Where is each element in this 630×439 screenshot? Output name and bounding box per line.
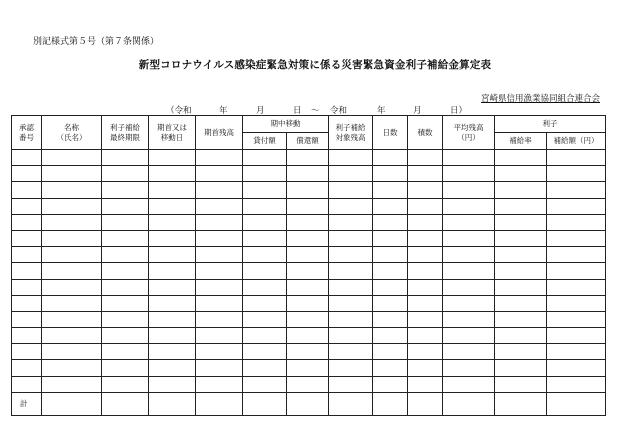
total-cell[interactable]	[102, 392, 149, 415]
table-cell[interactable]	[408, 328, 443, 344]
table-cell[interactable]	[287, 360, 329, 376]
table-cell[interactable]	[149, 166, 196, 182]
table-cell[interactable]	[102, 263, 149, 279]
period-close: 日）	[450, 106, 468, 116]
table-cell[interactable]	[42, 311, 102, 327]
table-cell[interactable]	[102, 279, 149, 295]
table-cell[interactable]	[443, 198, 495, 214]
table-cell[interactable]	[408, 279, 443, 295]
header-days: 日数	[373, 116, 408, 150]
table-cell[interactable]	[287, 247, 329, 263]
header-subsidy-deadline: 利子補給 最終期限	[102, 116, 149, 150]
table-cell[interactable]	[547, 230, 606, 246]
table-cell[interactable]	[149, 279, 196, 295]
header-interest-rate: 補給率	[495, 133, 547, 150]
table-cell[interactable]	[408, 182, 443, 198]
table-cell[interactable]	[329, 344, 373, 360]
table-cell[interactable]	[373, 263, 408, 279]
total-cell[interactable]	[408, 392, 443, 415]
table-cell[interactable]	[149, 328, 196, 344]
table-row	[12, 360, 606, 376]
table-cell[interactable]	[547, 376, 606, 392]
table-cell[interactable]	[287, 230, 329, 246]
table-cell[interactable]	[243, 344, 287, 360]
document-title: 新型コロナウイルス感染症緊急対策に係る災害緊急資金利子補給金算定表	[138, 59, 492, 71]
table-cell[interactable]	[443, 214, 495, 230]
table-cell[interactable]	[196, 198, 243, 214]
table-cell[interactable]	[12, 214, 42, 230]
organization-name: 宮崎県信用漁業協同組合連合会	[480, 94, 600, 104]
table-cell[interactable]	[547, 328, 606, 344]
table-cell[interactable]	[42, 247, 102, 263]
table-cell[interactable]	[547, 295, 606, 311]
period-year-1: 年	[219, 106, 228, 116]
table-cell[interactable]	[408, 344, 443, 360]
table-cell[interactable]	[42, 344, 102, 360]
table-row	[12, 295, 606, 311]
table-cell[interactable]	[243, 182, 287, 198]
table-cell[interactable]	[408, 230, 443, 246]
table-cell[interactable]	[329, 166, 373, 182]
table-cell[interactable]	[373, 376, 408, 392]
table-cell[interactable]	[443, 263, 495, 279]
table-cell[interactable]	[373, 150, 408, 166]
table-cell[interactable]	[373, 279, 408, 295]
table-cell[interactable]	[149, 263, 196, 279]
table-cell[interactable]	[329, 263, 373, 279]
table-cell[interactable]	[149, 150, 196, 166]
table-cell[interactable]	[102, 311, 149, 327]
table-cell[interactable]	[102, 295, 149, 311]
table-cell[interactable]	[547, 279, 606, 295]
table-cell[interactable]	[408, 166, 443, 182]
table-cell[interactable]	[42, 263, 102, 279]
table-cell[interactable]	[42, 376, 102, 392]
table-cell[interactable]	[243, 166, 287, 182]
table-cell[interactable]	[12, 328, 42, 344]
calculation-table	[11, 115, 605, 414]
table-cell[interactable]	[329, 247, 373, 263]
table-row	[12, 150, 606, 166]
table-cell[interactable]	[102, 198, 149, 214]
table-cell[interactable]	[243, 328, 287, 344]
table-cell[interactable]	[243, 198, 287, 214]
table-cell[interactable]	[102, 150, 149, 166]
table-cell[interactable]	[149, 344, 196, 360]
table-cell[interactable]	[196, 360, 243, 376]
table-cell[interactable]	[149, 182, 196, 198]
table-cell[interactable]	[243, 247, 287, 263]
period-open: （令和	[166, 106, 192, 116]
table-cell[interactable]	[287, 214, 329, 230]
header-repay-amount: 償還額	[287, 133, 329, 150]
table-cell[interactable]	[287, 344, 329, 360]
table-cell[interactable]	[547, 360, 606, 376]
table-cell[interactable]	[287, 182, 329, 198]
table-cell[interactable]	[287, 166, 329, 182]
table-cell[interactable]	[408, 311, 443, 327]
table-cell[interactable]	[408, 263, 443, 279]
table-cell[interactable]	[42, 328, 102, 344]
table-cell[interactable]	[443, 376, 495, 392]
table-cell[interactable]	[373, 360, 408, 376]
total-cell[interactable]	[287, 392, 329, 415]
table-cell[interactable]	[42, 360, 102, 376]
table-cell[interactable]	[329, 182, 373, 198]
table-cell[interactable]	[102, 360, 149, 376]
table-cell[interactable]	[12, 230, 42, 246]
header-product: 積数	[408, 116, 443, 150]
table-cell[interactable]	[373, 295, 408, 311]
period-year-2: 年	[377, 106, 386, 116]
table-row	[12, 214, 606, 230]
header-movement: 期中移動	[243, 116, 329, 133]
total-cell[interactable]	[329, 392, 373, 415]
table-row	[12, 328, 606, 344]
table-cell[interactable]	[443, 328, 495, 344]
table-cell[interactable]	[196, 263, 243, 279]
table-cell[interactable]	[373, 311, 408, 327]
header-average-balance: 平均残高 （円）	[443, 116, 495, 150]
table-cell[interactable]	[102, 344, 149, 360]
period-era-2: 令和	[330, 106, 348, 116]
table-cell[interactable]	[287, 198, 329, 214]
table-cell[interactable]	[547, 198, 606, 214]
table-cell[interactable]	[42, 166, 102, 182]
table-cell[interactable]	[42, 295, 102, 311]
table-cell[interactable]	[42, 230, 102, 246]
table-cell[interactable]	[373, 166, 408, 182]
total-cell[interactable]	[443, 392, 495, 415]
table-cell[interactable]	[149, 214, 196, 230]
table-cell[interactable]	[329, 328, 373, 344]
table-row	[12, 376, 606, 392]
header-interest: 利子	[495, 116, 606, 133]
table-cell[interactable]	[102, 182, 149, 198]
table-cell[interactable]	[495, 311, 547, 327]
table-cell[interactable]	[443, 311, 495, 327]
header-target-balance: 利子補給 対象残高	[329, 116, 373, 150]
period-tilde: ～	[311, 106, 320, 116]
table-cell[interactable]	[12, 182, 42, 198]
period-month-1: 月	[256, 106, 265, 116]
table-cell[interactable]	[547, 247, 606, 263]
header-approval-number: 承認 番号	[12, 116, 42, 150]
table-cell[interactable]	[196, 182, 243, 198]
table-cell[interactable]	[408, 295, 443, 311]
table-cell[interactable]	[495, 198, 547, 214]
table-cell[interactable]	[443, 295, 495, 311]
table-cell[interactable]	[243, 360, 287, 376]
table-cell[interactable]	[495, 230, 547, 246]
table-cell[interactable]	[287, 376, 329, 392]
table-cell[interactable]	[102, 328, 149, 344]
header-opening-balance: 期首残高	[196, 116, 243, 150]
table-cell[interactable]	[408, 214, 443, 230]
table-cell[interactable]	[42, 198, 102, 214]
table-row	[12, 344, 606, 360]
table-row	[12, 263, 606, 279]
table-cell[interactable]	[42, 214, 102, 230]
table-cell[interactable]	[495, 247, 547, 263]
table-cell[interactable]	[547, 344, 606, 360]
table-row	[12, 279, 606, 295]
table-cell[interactable]	[102, 166, 149, 182]
table-cell[interactable]	[243, 311, 287, 327]
table-cell[interactable]	[495, 150, 547, 166]
table-cell[interactable]	[329, 150, 373, 166]
header-lend-amount: 貸付額	[243, 133, 287, 150]
total-cell[interactable]	[243, 392, 287, 415]
table-cell[interactable]	[287, 328, 329, 344]
table-cell[interactable]	[196, 328, 243, 344]
table-cell[interactable]	[149, 311, 196, 327]
table-cell[interactable]	[547, 214, 606, 230]
table-cell[interactable]	[196, 166, 243, 182]
table-cell[interactable]	[243, 230, 287, 246]
table-cell[interactable]	[287, 263, 329, 279]
table-cell[interactable]	[12, 263, 42, 279]
table-cell[interactable]	[243, 214, 287, 230]
table-cell[interactable]	[102, 247, 149, 263]
form-number: 別記様式第５号（第７条関係）	[33, 37, 160, 47]
table-row	[12, 198, 606, 214]
table-cell[interactable]	[408, 247, 443, 263]
table-cell[interactable]	[329, 214, 373, 230]
table-cell[interactable]	[495, 279, 547, 295]
header-interest-amount: 補給額（円）	[547, 133, 606, 150]
table-cell[interactable]	[287, 150, 329, 166]
table-cell[interactable]	[443, 279, 495, 295]
table-cell[interactable]	[408, 376, 443, 392]
total-cell[interactable]	[373, 392, 408, 415]
total-cell[interactable]	[495, 392, 547, 415]
table-cell[interactable]	[102, 376, 149, 392]
table-row	[12, 311, 606, 327]
total-cell[interactable]	[196, 392, 243, 415]
table-cell[interactable]	[12, 166, 42, 182]
table-cell[interactable]	[329, 295, 373, 311]
total-cell[interactable]	[547, 392, 606, 415]
table-cell[interactable]	[495, 166, 547, 182]
table-cell[interactable]	[149, 360, 196, 376]
table-cell[interactable]	[329, 198, 373, 214]
total-cell[interactable]	[149, 392, 196, 415]
header-name: 名称 （氏名）	[42, 116, 102, 150]
table-cell[interactable]	[196, 230, 243, 246]
header-start-date: 期首又は 移動日	[149, 116, 196, 150]
table-cell[interactable]	[443, 247, 495, 263]
table-cell[interactable]	[149, 198, 196, 214]
table-cell[interactable]	[373, 247, 408, 263]
table-row	[12, 230, 606, 246]
table-cell[interactable]	[547, 166, 606, 182]
table-cell[interactable]	[373, 214, 408, 230]
table-cell[interactable]	[329, 279, 373, 295]
total-cell[interactable]	[42, 392, 102, 415]
table-cell[interactable]	[547, 182, 606, 198]
table-cell[interactable]	[196, 150, 243, 166]
table-cell[interactable]	[12, 279, 42, 295]
table-row	[12, 166, 606, 182]
table-cell[interactable]	[373, 198, 408, 214]
table-cell[interactable]	[149, 376, 196, 392]
table-cell[interactable]	[12, 376, 42, 392]
table-cell[interactable]	[329, 311, 373, 327]
table-cell[interactable]	[196, 376, 243, 392]
table-cell[interactable]	[243, 295, 287, 311]
table-cell[interactable]	[547, 311, 606, 327]
table-cell[interactable]	[408, 198, 443, 214]
table-cell[interactable]	[102, 214, 149, 230]
table-cell[interactable]	[149, 295, 196, 311]
table-cell[interactable]	[196, 344, 243, 360]
table-cell[interactable]	[495, 263, 547, 279]
table-cell[interactable]	[243, 263, 287, 279]
table-cell[interactable]	[12, 295, 42, 311]
table-cell[interactable]	[373, 182, 408, 198]
table-cell[interactable]	[329, 376, 373, 392]
table-cell[interactable]	[243, 279, 287, 295]
table-cell[interactable]	[443, 344, 495, 360]
table-cell[interactable]	[287, 295, 329, 311]
table-cell[interactable]	[12, 150, 42, 166]
table-cell[interactable]	[196, 279, 243, 295]
table-cell[interactable]	[42, 182, 102, 198]
table-cell[interactable]	[443, 166, 495, 182]
table-cell[interactable]	[373, 344, 408, 360]
table-cell[interactable]	[102, 230, 149, 246]
table-cell[interactable]	[443, 230, 495, 246]
table-cell[interactable]	[495, 182, 547, 198]
table-cell[interactable]	[547, 150, 606, 166]
table-cell[interactable]	[443, 150, 495, 166]
table-cell[interactable]	[243, 150, 287, 166]
table-cell[interactable]	[443, 360, 495, 376]
table-cell[interactable]	[329, 230, 373, 246]
table-cell[interactable]	[547, 263, 606, 279]
table-cell[interactable]	[196, 247, 243, 263]
table-cell[interactable]	[12, 247, 42, 263]
table-cell[interactable]	[243, 376, 287, 392]
table-cell[interactable]	[196, 295, 243, 311]
table-cell[interactable]	[495, 376, 547, 392]
table-cell[interactable]	[443, 182, 495, 198]
table-cell[interactable]	[149, 247, 196, 263]
total-label: 計	[12, 392, 42, 415]
table-cell[interactable]	[42, 279, 102, 295]
period-month-2: 月	[413, 106, 422, 116]
table-cell[interactable]	[196, 311, 243, 327]
period-day-1: 日	[293, 106, 302, 116]
table-cell[interactable]	[373, 230, 408, 246]
table-cell[interactable]	[12, 360, 42, 376]
table-row	[12, 182, 606, 198]
table-cell[interactable]	[12, 311, 42, 327]
table-cell[interactable]	[495, 360, 547, 376]
table-cell[interactable]	[12, 198, 42, 214]
table-cell[interactable]	[408, 360, 443, 376]
table-cell[interactable]	[495, 328, 547, 344]
table-cell[interactable]	[287, 279, 329, 295]
table-row	[12, 247, 606, 263]
table-cell[interactable]	[495, 214, 547, 230]
table-cell[interactable]	[42, 150, 102, 166]
table-body	[12, 150, 606, 416]
table-cell[interactable]	[495, 344, 547, 360]
table-cell[interactable]	[329, 360, 373, 376]
table-cell[interactable]	[495, 295, 547, 311]
table-cell[interactable]	[12, 344, 42, 360]
table-cell[interactable]	[287, 311, 329, 327]
table-cell[interactable]	[408, 150, 443, 166]
table-cell[interactable]	[196, 214, 243, 230]
total-row	[12, 392, 606, 415]
table-cell[interactable]	[149, 230, 196, 246]
table-cell[interactable]	[373, 328, 408, 344]
